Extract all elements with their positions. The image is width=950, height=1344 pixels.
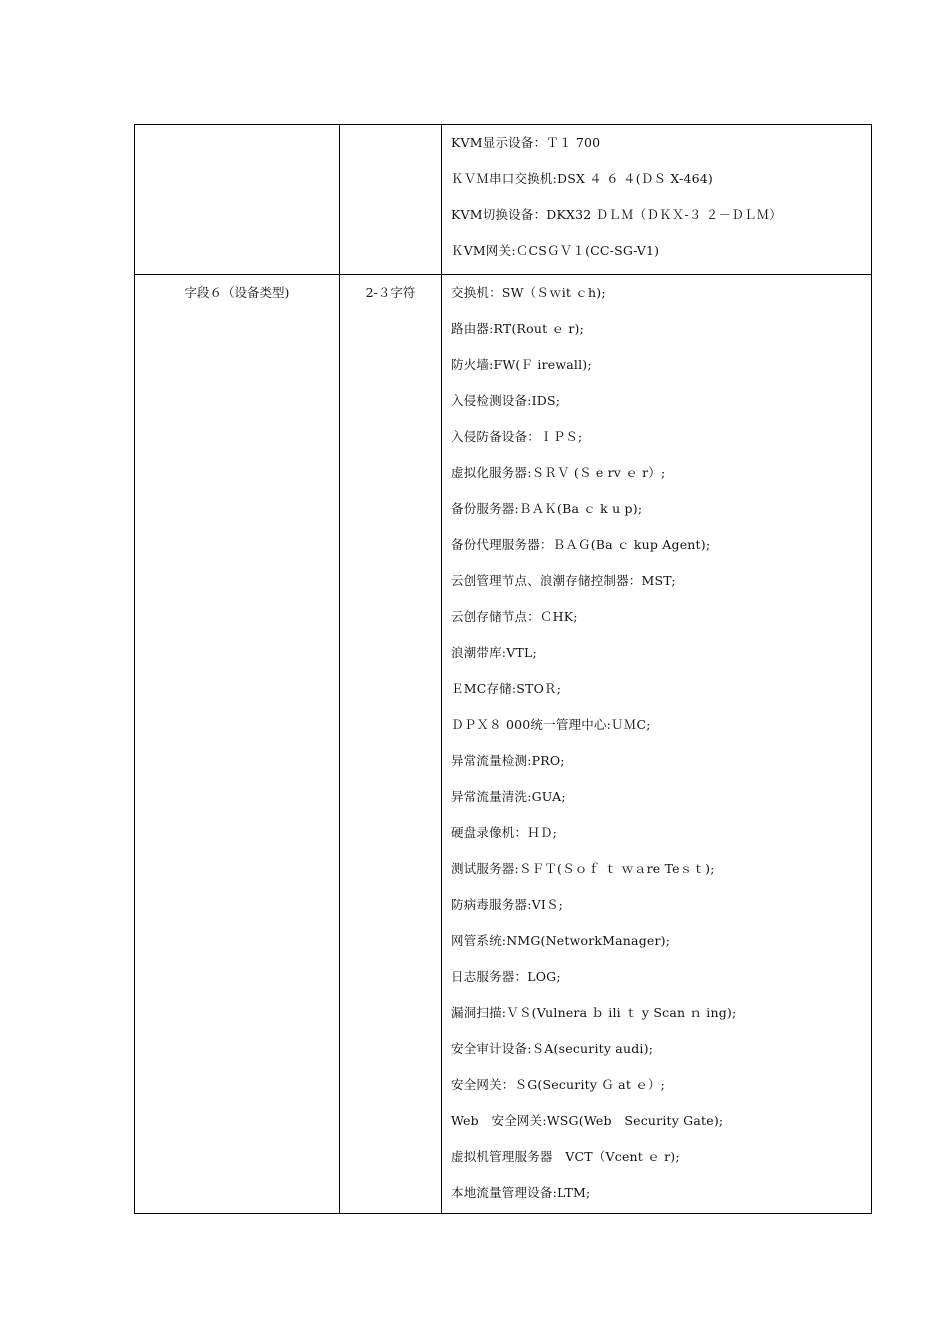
value-line: 异常流量清洗:GUA; [451, 789, 566, 804]
value-line: 漏洞扫描:ＶＳ(Vulnera ｂ ili ｔ y Scan ｎ ing); [451, 1005, 737, 1020]
value-line: 防病毒服务器:VIＳ; [451, 897, 564, 912]
values-cell [442, 125, 872, 275]
values-list [442, 125, 871, 274]
value-line: 安全网关：ＳG(Security Ｇ at ｅ）; [451, 1077, 666, 1092]
field-label: 字段６（设备类型) [184, 285, 290, 300]
length-cell [340, 275, 442, 1214]
value-line: 入侵检测设备:IDS; [451, 393, 561, 408]
value-line: 云创管理节点、浪潮存储控制器：MST; [451, 573, 676, 588]
value-line: 虚拟化服务器:ＳＲＶ (Ｓ e rv ｅ r）; [451, 465, 666, 480]
value-line: 浪潮带库:VTL; [451, 645, 537, 660]
length-cell [340, 125, 442, 275]
value-line: 测试服务器:ＳＦＴ(Ｓｏｆ ｔ ｗａre Teｓｔ); [451, 861, 715, 876]
field-cell [135, 125, 340, 275]
value-line: 防火墙:FW(Ｆ irewall); [451, 357, 592, 372]
value-line: 本地流量管理设备:LTM; [451, 1185, 591, 1200]
value-line: 交换机：SW（Ｓｗit ｃh); [451, 285, 606, 300]
value-line: KVM显示设备：Ｔ１ 700 [451, 135, 601, 150]
value-line: Web 安全网关:WSG(Web Security Gate); [451, 1113, 724, 1128]
values-list [442, 275, 871, 1213]
value-line: ＥMC存储:STOＲ; [451, 681, 562, 696]
value-line: ＫＶＭ串口交换机:DSX ４ ６ ４(ＤＳ X-464) [451, 171, 713, 186]
table-row [135, 275, 872, 1214]
value-line: 云创存储节点：ＣHK; [451, 609, 578, 624]
device-naming-table [134, 124, 872, 1214]
value-line: ＫVM网关:ＣCSＧＶ１(CC-SG-V1) [451, 243, 660, 258]
value-line: 路由器:RT(Rout ｅ r); [451, 321, 585, 336]
value-line: 网管系统:NMG(NetworkManager); [451, 933, 671, 948]
value-line: 日志服务器：LOG; [451, 969, 561, 984]
value-line: 硬盘录像机：ＨＤ; [451, 825, 558, 840]
value-line: 备份代理服务器：ＢＡＧ(Ba ｃ kup Agent); [451, 537, 711, 552]
value-line: 虚拟机管理服务器 VCT（Vcent ｅ r); [451, 1149, 680, 1164]
value-line: 入侵防备设备：ＩＰＳ; [451, 429, 583, 444]
value-line: 备份服务器:ＢＡＫ(Ba ｃ k u p); [451, 501, 643, 516]
value-line: ＤＰＸ８ 000统一管理中心:ＵＭC; [451, 717, 651, 732]
field-cell [135, 275, 340, 1214]
table-row [135, 125, 872, 275]
value-line: 安全审计设备:ＳA(security audi); [451, 1041, 654, 1056]
length-label: 2-３字符 [365, 285, 416, 300]
value-line: KVM切换设备：DKX32 ＤＬＭ（ＤＫＸ-３ ２－ＤＬＭ） [451, 207, 783, 222]
values-cell [442, 275, 872, 1214]
value-line: 异常流量检测:PRO; [451, 753, 565, 768]
